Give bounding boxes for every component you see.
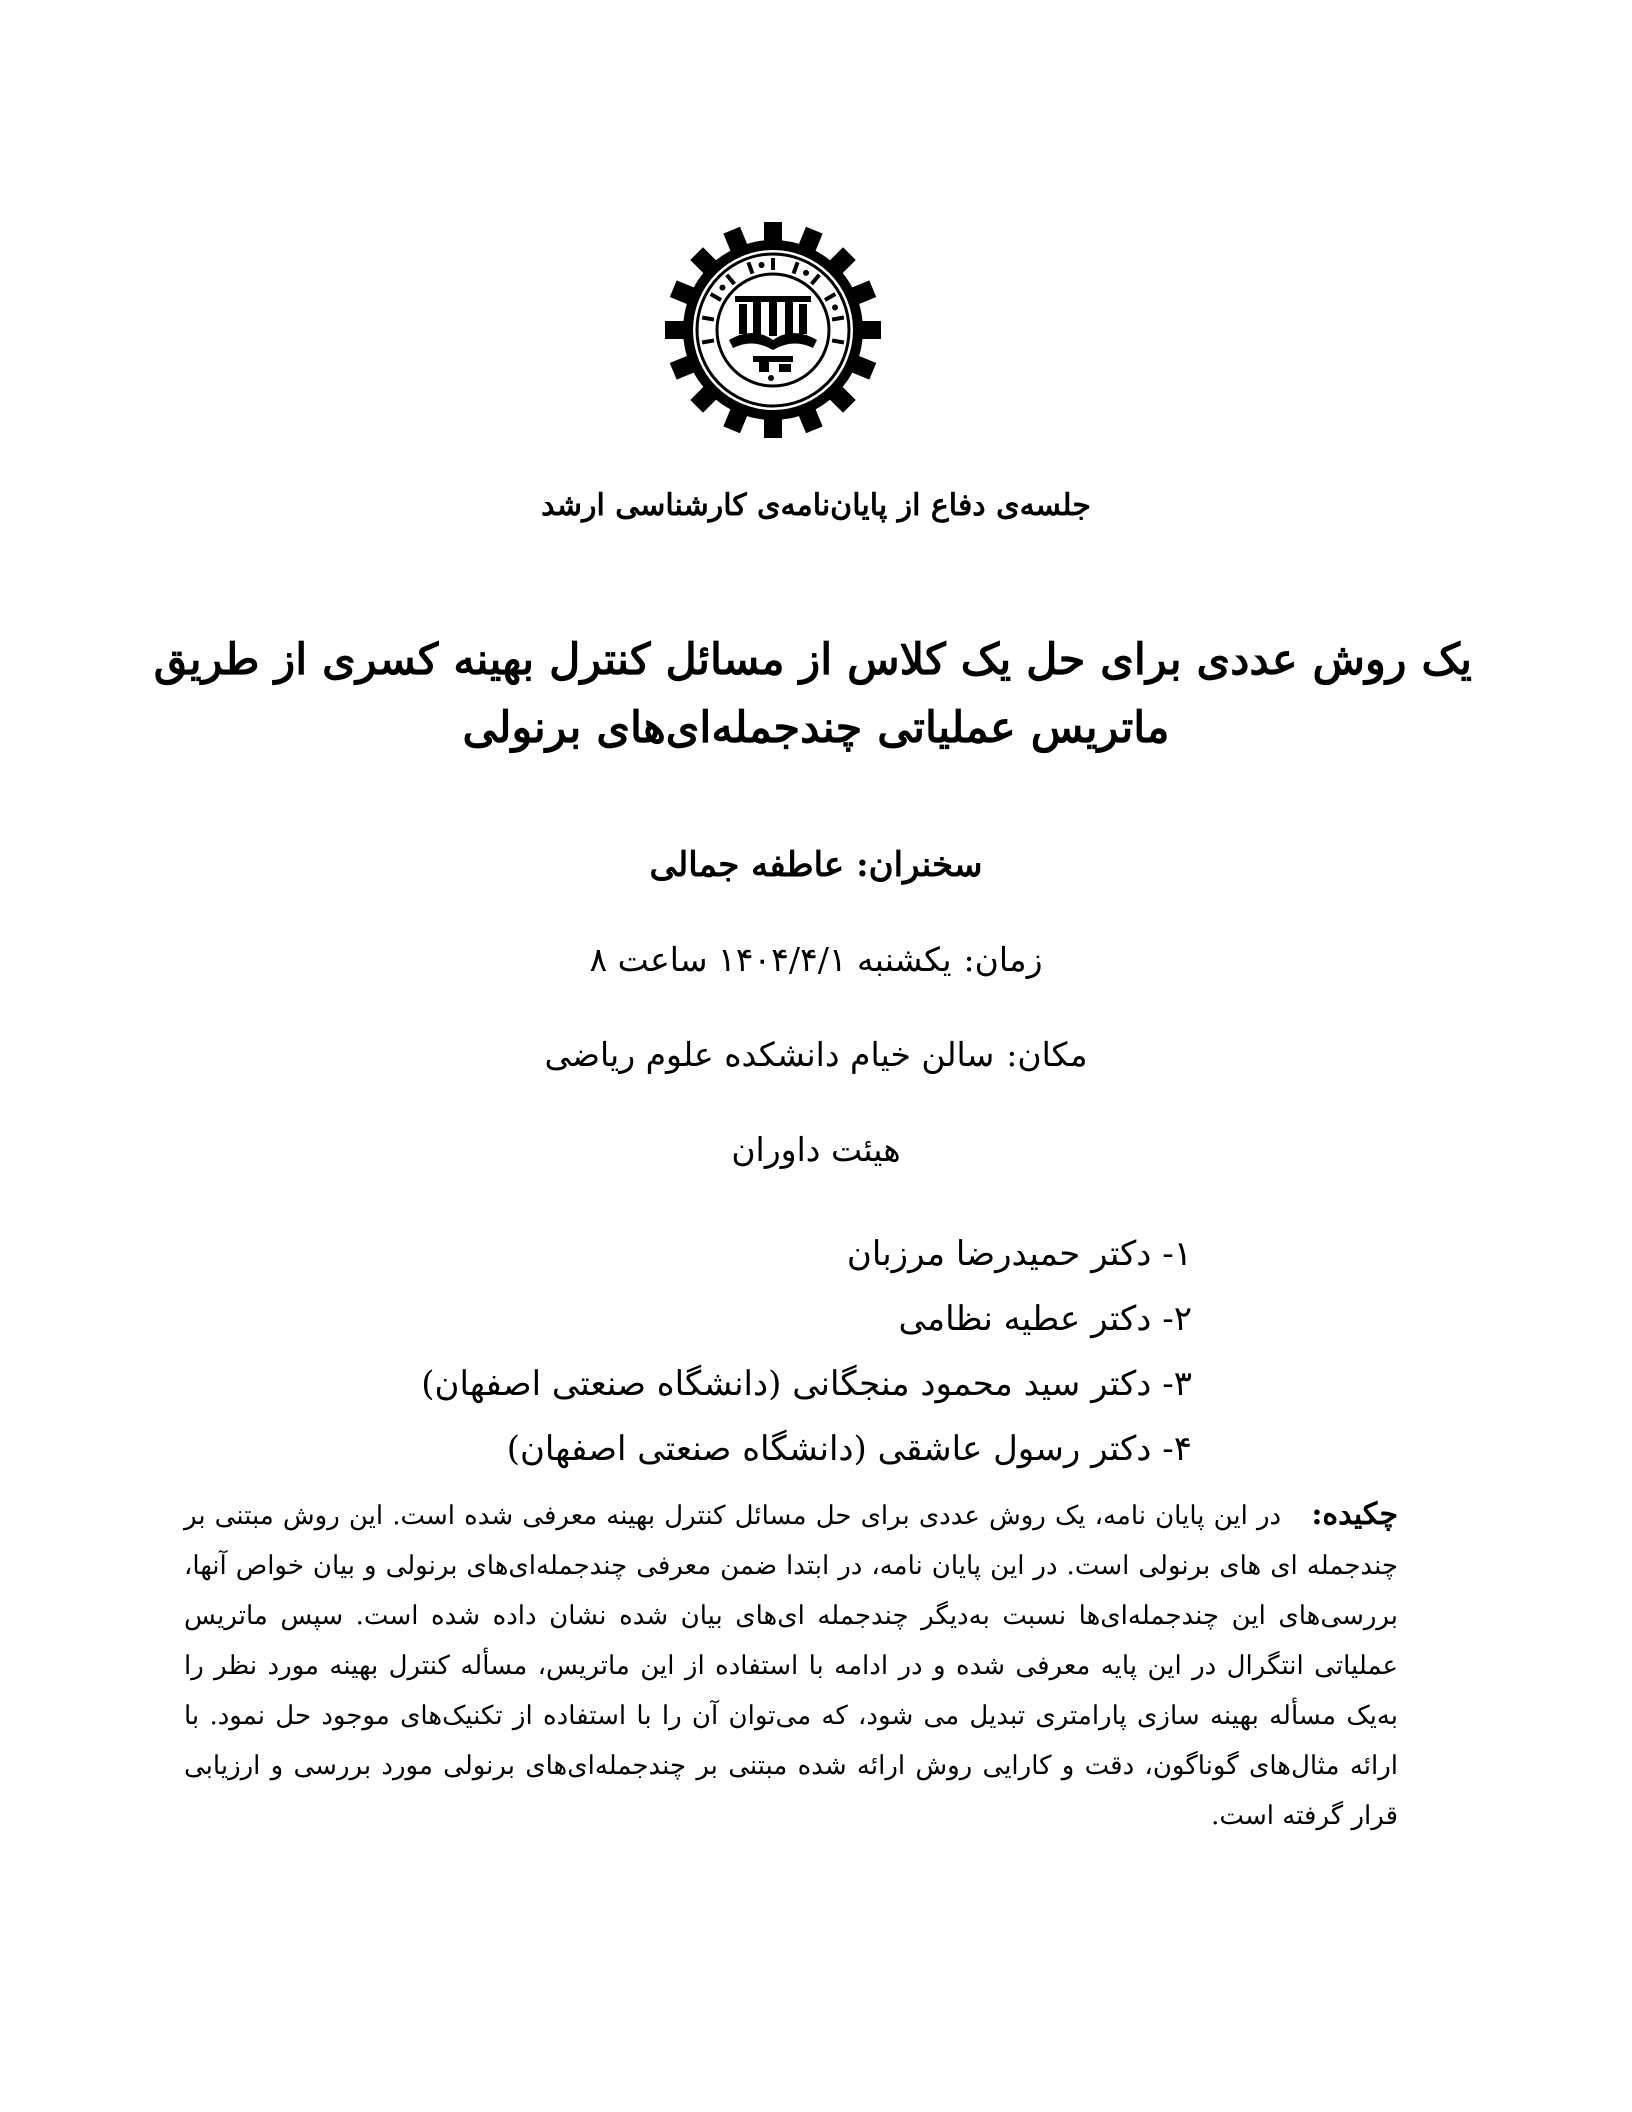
committee-heading: هیئت داوران [731, 1130, 901, 1169]
abstract [184, 1490, 1398, 1841]
abstract-text: در این پایان نامه، یک روش عددی برای حل مسائل کنترل بهینه معرفی شده است. این روش مبتنی بر چندجمله ای های برنولی است. در این پایان نامه، در ابتدا ضمن معرفی چندجمله‌ای‌های برنولی و بیان خواص آنها، بررسی‌های این چندجمله‌ای‌ها نسبت به‌دیگر چندجمله ای‌های بیان شده نشان داده شده است. سپس ماتریس عملیاتی انتگرال در این پایه معرفی شده و در ادامه با استفاده از این ماتریس، مسأله کنترل بهینه مورد نظر را به‌یک مسأله بهینه سازی پارامتری تبدیل می شود، که می‌توان آن را با استفاده از تکنیک‌های موجود حل نمود. با ارائه مثال‌های گوناگون، دقت و کارایی روش ارائه شده مبتنی بر چندجمله‌ای‌های برنولی مورد بررسی و ارزیابی قرار گرفته است. [184, 1501, 1398, 1831]
thesis-title-line-1: یک روش عددی برای حل یک کلاس از مسائل کنترل بهینه کسری از طریق [153, 635, 1472, 685]
speaker-label: سخنران: [856, 845, 983, 885]
speaker-line [160, 845, 1472, 885]
time-line [160, 940, 1472, 979]
time-label: زمان: [963, 940, 1043, 979]
place-label: مکان: [1006, 1035, 1088, 1074]
committee-member: ۲- دکتر عطیه نظامی [898, 1299, 1192, 1339]
place-value: سالن خیام دانشکده علوم ریاضی [544, 1035, 995, 1074]
event-subtitle: جلسه‌ی دفاع از پایان‌نامه‌ی کارشناسی ارشد [541, 488, 1091, 523]
time-value: یکشنبه ۱۴۰۴/۴/۱ ساعت ۸ [589, 940, 952, 979]
committee-member: ۳- دکتر سید محمود منجگانی (دانشگاه صنعتی اصفهان) [421, 1364, 1192, 1404]
committee-member: ۱- دکتر حمیدرضا مرزبان [846, 1234, 1192, 1274]
abstract-label: چکیده: [1311, 1497, 1399, 1532]
committee-list [292, 1222, 1192, 1482]
committee-member: ۴- دکتر رسول عاشقی (دانشگاه صنعتی اصفهان) [506, 1429, 1192, 1469]
place-line [160, 1035, 1472, 1074]
sharif-university-seal-icon [665, 222, 881, 438]
thesis-title-line-2: ماتریس عملیاتی چندجمله‌ای‌های برنولی [462, 703, 1170, 753]
speaker-name: عاطفه جمالی [649, 845, 845, 885]
